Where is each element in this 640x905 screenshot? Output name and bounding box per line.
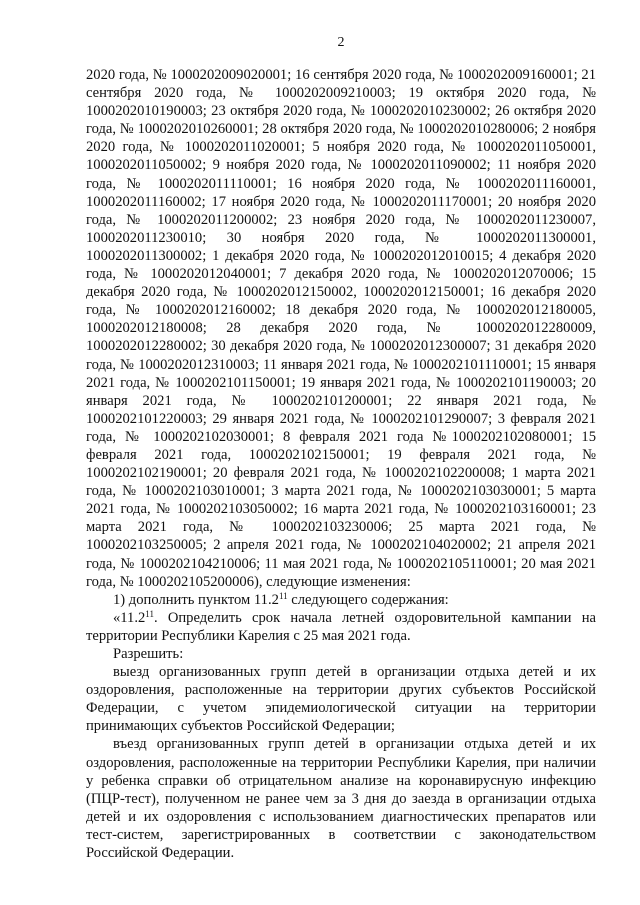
amendment-item-1-tail: следующего содержания:	[287, 591, 449, 608]
continuation-paragraph: 2020 года, № 1000202009020001; 16 сентября 2020 года, № 1000202009160001; 21 сентября 2020 года, № 1000202009210003; 19 октября 2020 года, № 1000202010190003; 23 октября 2020 года, № 1000202010230002; 26 октября 2020 года, № 1000202010260001; 28 октября 2020 года, № 1000202010280006; 2 ноября 2020 года, № 1000202011020001; 5 ноября 2020 года, № 1000202011050001, 1000202011050002; 9 ноября 2020 года, № 1000202011090002; 11 ноября 2020 года, № 1000202011110001; 16 ноября 2020 года, № 1000202011160001, 1000202011160002; 17 ноября 2020 года, № 1000202011170001; 20 ноября 2020 года, № 1000202011200002; 23 ноября 2020 года, № 1000202011230007, 1000202011230010; 30 ноября 2020 года, № 1000202011300001, 1000202011300002; 1 декабря 2020 года, № 1000202012010015; 4 декабря 2020 года, № 1000202012040001; 7 декабря 2020 года, № 1000202012070006; 15 декабря 2020 года, № 1000202012150002, 1000202012150001; 16 декабря 2020 года, № 1000202012160002; 18 декабря 2020 года, № 1000202012180005, 1000202012180008; 28 декабря 2020 года, № 1000202012280009, 1000202012280002; 30 декабря 2020 года, № 1000202012300007; 31 декабря 2020 года, № 1000202012310003; 11 января 2021 года, № 1000202101110001; 15 января 2021 года, № 1000202101150001; 19 января 2021 года, № 1000202101190003; 20 января 2021 года, № 1000202101200001; 22 января 2021 года, № 1000202101220003; 29 января 2021 года, № 1000202101290007; 3 февраля 2021 года, № 1000202102030001; 8 февраля 2021 года №1000202102080001; 15 февраля 2021 года, 1000202102150001; 19 февраля 2021 года, № 1000202102190001; 20 февраля 2021 года, № 1000202102200008; 1 марта 2021 года, № 1000202103010001; 3 марта 2021 года, № 1000202103030001; 5 марта 2021 года, № 1000202103050002; 16 марта 2021 года, № 1000202103160001; 23 марта 2021 года, № 1000202103230006; 25 марта 2021 года, № 1000202103250005; 2 апреля 2021 года, № 1000202104020002; 21 апреля 2021 года, № 1000202104210006; 11 мая 2021 года, № 1000202105110001; 20 мая 2021 года, № 1000202105200006), следующие изменения:	[86, 67, 596, 590]
document-body	[86, 66, 596, 862]
allow-heading: Разрешить:	[113, 646, 184, 662]
amendment-item-1-superscript: 11	[278, 590, 288, 601]
page-number: 2	[337, 35, 345, 50]
entry-paragraph: въезд организованных групп детей в организации отдыха детей и их оздоровления, расположенные на территории Республики Карелия, при наличии у ребенка справки об отрицательном анализе на коронавирусную инфекцию (ПЦР-тест), полученном не ранее чем за 3 дня до заезда в организации отдыха детей и их оздоровления с использованием диагностических препаратов или тест-систем, зарегистрированных в соответствии с законодательством Российской Федерации.	[86, 736, 596, 862]
new-point-text: . Определить срок начала летней оздоровительной кампании на территории Республики Карелия с 25 мая 2021 года.	[86, 609, 596, 644]
new-point-number: «11.2	[113, 609, 146, 626]
new-point-superscript: 11	[145, 608, 154, 619]
amendment-item-1-text: 1) дополнить пунктом 11.2	[113, 591, 279, 608]
amendment-item-1	[86, 591, 596, 609]
new-point-paragraph	[86, 609, 596, 645]
exit-paragraph: выезд организованных групп детей в организации отдыха детей и их оздоровления, расположенные на территории других субъектов Российской Федерации, с учетом эпидемиологической ситуации на территории принимающих субъектов Российской Федерации;	[86, 664, 596, 735]
